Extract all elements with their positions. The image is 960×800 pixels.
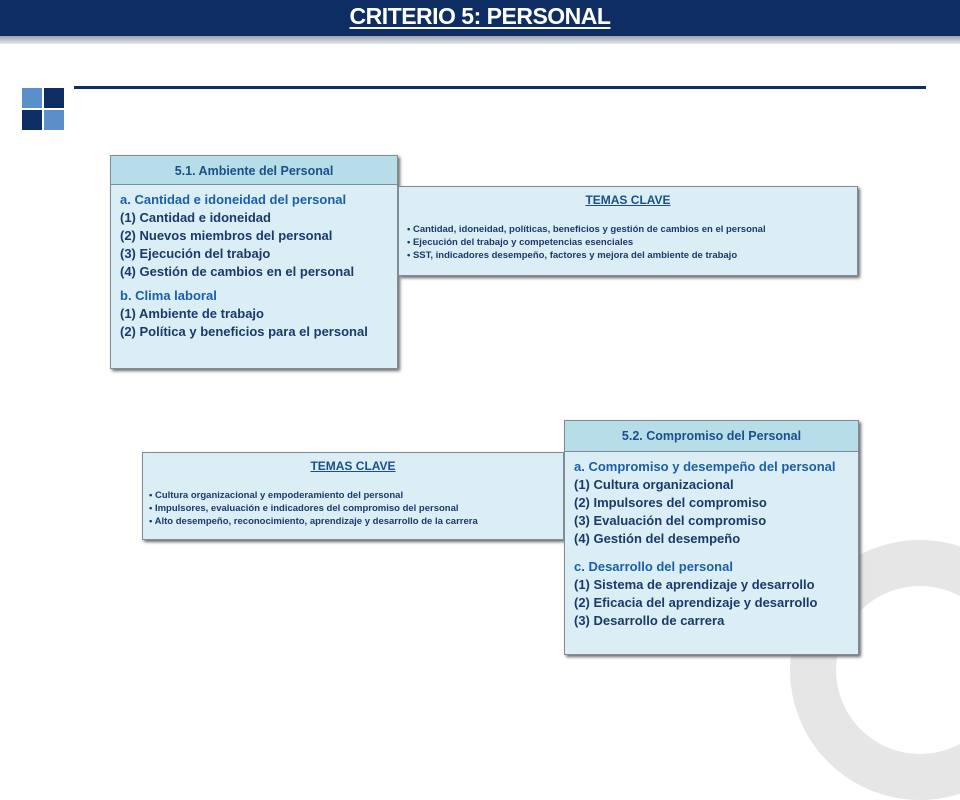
section-5-1-title: 5.1. Ambiente del Personal (111, 156, 397, 185)
list-item: (3) Ejecución del trabajo (120, 246, 271, 261)
list-item: • Alto desempeño, reconocimiento, aprendizaje y desarrollo de la carrera (149, 515, 563, 528)
list-item: • Ejecución del trabajo y competencias esenciales (407, 236, 857, 249)
list-item: • Impulsores, evaluación e indicadores del compromiso del personal (149, 502, 563, 515)
section-5-2-body (565, 452, 858, 630)
group-a-heading: a. Compromiso y desempeño del personal (574, 459, 836, 474)
key-themes-list (399, 207, 857, 262)
list-item: (1) Cultura organizacional (574, 477, 734, 492)
group-a-heading: a. Cantidad e idoneidad del personal (120, 192, 347, 207)
section-5-2-box (564, 420, 859, 655)
group-c-heading: c. Desarrollo del personal (574, 559, 733, 574)
list-item: (1) Cantidad e idoneidad (120, 210, 271, 225)
key-themes-box-2 (142, 452, 564, 540)
list-item: • Cantidad, idoneidad, políticas, beneficios y gestión de cambios en el personal (407, 223, 857, 236)
list-item: (2) Eficacia del aprendizaje y desarrollo (574, 595, 818, 610)
list-item: (3) Evaluación del compromiso (574, 513, 767, 528)
section-5-1-box (110, 155, 398, 369)
list-item: (1) Sistema de aprendizaje y desarrollo (574, 577, 815, 592)
list-item: (2) Nuevos miembros del personal (120, 228, 333, 243)
divider (74, 86, 926, 89)
key-themes-list (143, 473, 563, 528)
section-5-2-title: 5.2. Compromiso del Personal (565, 421, 858, 452)
key-themes-box-1 (398, 186, 858, 276)
list-item: • SST, indicadores desempeño, factores y mejora del ambiente de trabajo (407, 249, 857, 262)
title-bar-shadow (0, 36, 960, 44)
logo-grid-icon (22, 88, 64, 130)
list-item: (4) Gestión del desempeño (574, 531, 741, 546)
list-item: (2) Política y beneficios para el personal (120, 324, 368, 339)
key-themes-title: TEMAS CLAVE (310, 459, 396, 473)
list-item: • Cultura organizacional y empoderamiento del personal (149, 489, 563, 502)
section-5-1-body (111, 185, 397, 341)
group-b-heading: b. Clima laboral (120, 288, 217, 303)
list-item: (4) Gestión de cambios en el personal (120, 264, 355, 279)
list-item: (1) Ambiente de trabajo (120, 306, 264, 321)
key-themes-title: TEMAS CLAVE (585, 193, 671, 207)
page-title: CRITERIO 5: PERSONAL (349, 3, 611, 29)
list-item: (3) Desarrollo de carrera (574, 613, 725, 628)
list-item: (2) Impulsores del compromiso (574, 495, 767, 510)
